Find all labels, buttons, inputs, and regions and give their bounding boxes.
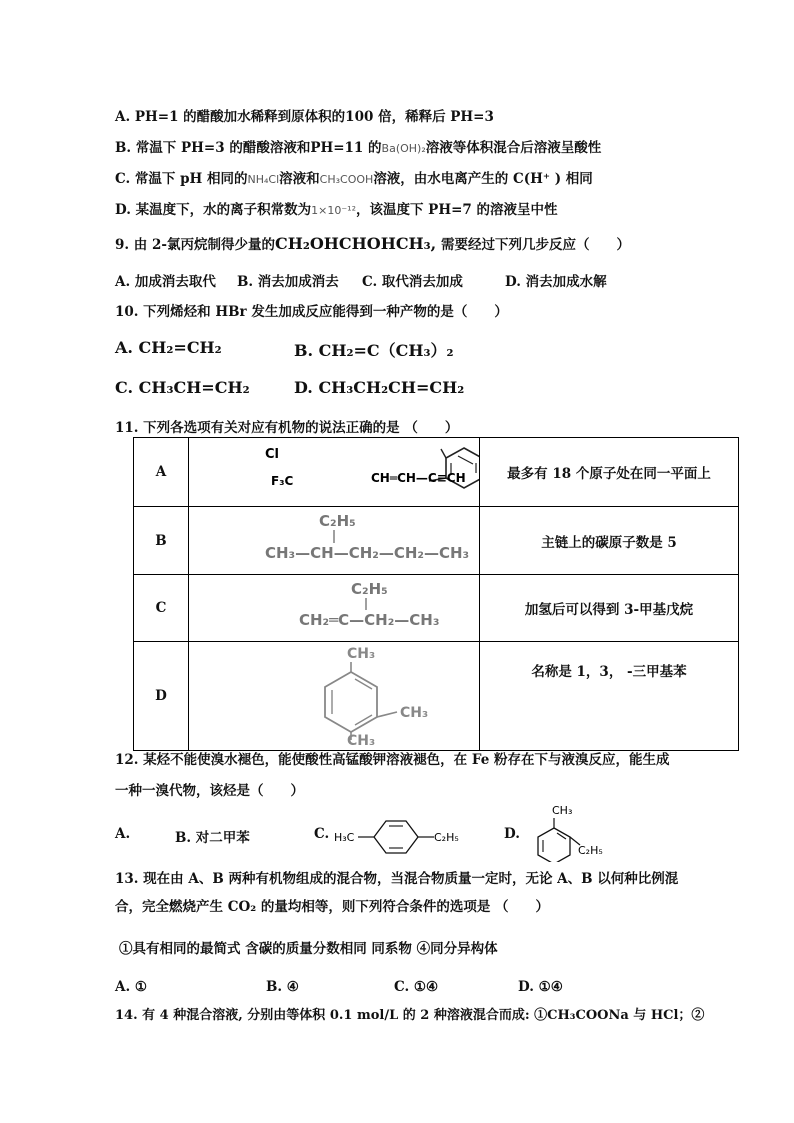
q8-d-post: ，该温度下 PH=7 的溶液呈中性	[355, 202, 558, 218]
q9-stem-post: 需要经过下列几步反应（ ）	[440, 237, 630, 253]
q10-option-b: B. CH₂=C（CH₃）₂	[294, 341, 454, 360]
q12-line2: 一种一溴代物，该烃是（ ）	[115, 783, 304, 799]
q12-option-c: C.	[314, 826, 330, 842]
alkenyne-chain-label: CH═CH—C≡CH	[371, 471, 466, 485]
row-description: 最多有 18 个原子处在同一平面上	[480, 438, 739, 507]
q12-line1: 12. 某烃不能使溴水褪色，能使酸性高锰酸钾溶液褪色，在 Fe 粉存在下与液溴反应，能生成	[115, 752, 670, 768]
q8-b-pre: B. 常温下 PH=3 的醋酸溶液和PH=11 的	[115, 140, 382, 156]
row-description: 主链上的碳原子数是 5	[480, 507, 739, 575]
q8-b-post: 溶液等体积混合后溶液呈酸性	[425, 140, 602, 156]
q10-stem: 10. 下列烯烃和 HBr 发生加成反应能得到一种产物的是（ ）	[115, 304, 508, 320]
q9-option-c: C. 取代消去加成	[362, 274, 463, 290]
row-description: 名称是 1，3， -三甲基苯	[480, 642, 739, 751]
q9-option-b: B. 消去加成消去	[237, 274, 339, 290]
methyl-bottom-label: CH₃	[347, 733, 376, 746]
q13-option-c: C. ①④	[394, 979, 439, 995]
structure-b	[189, 507, 480, 575]
ethyl-substituent-label: C₂H₅	[319, 512, 356, 530]
structure-b-diagram	[189, 507, 479, 570]
main-chain-label: CH₃—CH—CH₂—CH₂—CH₃	[265, 544, 470, 562]
structure-a	[189, 438, 480, 507]
structure-d	[189, 642, 480, 751]
row-label: B	[134, 507, 189, 575]
q8-b-formula: Ba(OH)₂	[381, 142, 426, 155]
q11-table	[133, 437, 739, 751]
q13-line3: ①具有相同的最简式 含碳的质量分数相同 同系物 ④同分异构体	[119, 941, 498, 957]
q13-option-d: D. ①④	[518, 979, 563, 995]
q9-formula: CH₂OHCHOHCH₃,	[275, 234, 437, 253]
chlorine-label: Cl	[265, 447, 279, 462]
ethyl-substituent-label: C₂H₅	[351, 580, 388, 598]
q8-d-pre: D. 某温度下，水的离子积常数为	[115, 202, 312, 218]
q12-option-c-structure	[334, 812, 484, 858]
row-label: C	[134, 575, 189, 642]
q14-line1: 14. 有 4 种混合溶液, 分别由等体积 0.1 mol/L 的 2 种溶液混合而成: ①CH₃COONa 与 HCl；②	[115, 1008, 705, 1023]
q10-option-a: A. CH₂=CH₂	[115, 338, 222, 357]
q13-line1: 13. 现在由 A、B 两种有机物组成的混合物，当混合物质量一定时，无论 A、B 以何种比例混	[115, 871, 679, 887]
q9-stem	[115, 233, 630, 253]
methyl-label: H₃C	[334, 831, 355, 844]
ethyl-label: C₂H₅	[434, 831, 459, 844]
methyl-label: CH₃	[552, 804, 573, 817]
q12-option-a: A.	[115, 826, 131, 842]
q8-c-formula2: CH₃COOH	[319, 173, 374, 186]
q9-option-d: D. 消去加成水解	[505, 274, 607, 290]
structure-a-diagram	[189, 438, 479, 502]
q10-option-c: C. CH₃CH=CH₂	[115, 378, 250, 397]
benzene-ring	[325, 672, 377, 732]
ethyl-label: C₂H₅	[578, 844, 603, 857]
q9-stem-pre: 9. 由 2-氯丙烷制得少量的	[115, 237, 275, 253]
q9-option-a: A. 加成消去取代	[115, 274, 216, 290]
q8-d-value: 1×10⁻¹²	[311, 204, 356, 217]
q12-option-b: B. 对二甲苯	[175, 830, 250, 846]
q13-option-a: A. ①	[115, 979, 147, 995]
q11-stem: 11. 下列各选项有关对应有机物的说法正确的是 （ ）	[115, 420, 459, 436]
row-label: D	[134, 642, 189, 751]
table-row	[134, 642, 739, 751]
q13-line2: 合，完全燃烧产生 CO₂ 的量均相等，则下列符合条件的选项是 （ ）	[115, 899, 550, 915]
q8-c-mid: 溶液和	[279, 171, 320, 187]
structure-c	[189, 575, 480, 642]
row-description: 加氢后可以得到 3-甲基戊烷	[480, 575, 739, 642]
methyl-right-label: CH₃	[400, 705, 429, 721]
q8-option-d	[115, 198, 558, 218]
methyl-top-label: CH₃	[347, 646, 376, 662]
row-label: A	[134, 438, 189, 507]
q8-option-b	[115, 136, 601, 156]
main-chain-label: CH₂═C—CH₂—CH₃	[299, 611, 440, 629]
q13-option-b: B. ④	[266, 979, 299, 995]
q8-option-c	[115, 167, 593, 187]
table-row	[134, 575, 739, 642]
cf3-label: F₃C	[271, 474, 294, 488]
structure-c-diagram	[189, 575, 479, 637]
q8-option-a: A. PH=1 的醋酸加水稀释到原体积的100 倍，稀释后 PH=3	[115, 109, 494, 125]
q8-c-post: 溶液，由水电离产生的 C(H⁺ ) 相同	[373, 171, 593, 187]
q12-option-d-structure	[522, 800, 612, 862]
structure-d-diagram	[189, 642, 479, 746]
q8-c-formula1: NH₄Cl	[247, 173, 280, 186]
q8-c-pre: C. 常温下 pH 相同的	[115, 171, 248, 187]
q12-option-d: D.	[504, 826, 520, 842]
table-row	[134, 438, 739, 507]
q10-option-d: D. CH₃CH₂CH=CH₂	[294, 378, 465, 397]
table-row	[134, 507, 739, 575]
